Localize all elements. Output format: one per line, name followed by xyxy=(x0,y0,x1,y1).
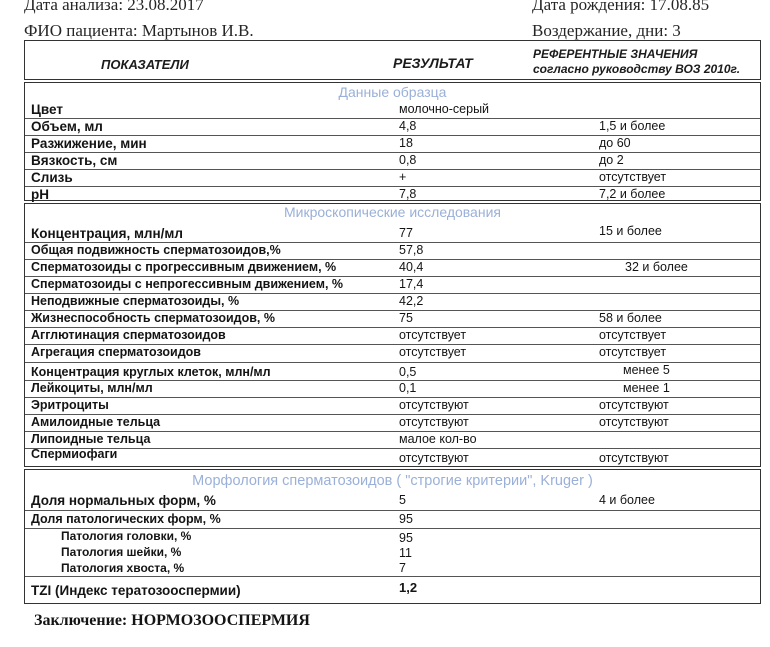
table-row xyxy=(25,345,760,363)
table-row xyxy=(25,187,760,201)
row-label: Неподвижные сперматозоиды, % xyxy=(31,294,240,308)
row-label: Лейкоциты, млн/мл xyxy=(31,381,153,395)
row-label: Спермиофаги xyxy=(31,447,118,461)
row-reference: до 60 xyxy=(599,136,631,150)
table-row xyxy=(25,102,760,119)
conclusion: Заключение: НОРМОЗООСПЕРМИЯ xyxy=(34,612,310,629)
reference-column-header: РЕФЕРЕНТНЫЕ ЗНАЧЕНИЯ xyxy=(533,47,698,61)
sample-data-section xyxy=(24,82,761,201)
row-reference: до 2 xyxy=(599,153,624,167)
table-row xyxy=(25,136,760,153)
sub-row xyxy=(25,545,760,561)
row-reference: 15 и более xyxy=(599,224,662,238)
row-result: 0,5 xyxy=(399,365,417,379)
row-result: малое кол-во xyxy=(399,432,477,446)
table-row xyxy=(25,328,760,345)
table-row xyxy=(25,119,760,136)
row-label: Агрегация сперматозоидов xyxy=(31,345,201,359)
column-header xyxy=(24,40,761,80)
row-label: TZI (Индекс тератозооспермии) xyxy=(31,583,241,598)
reference-column-subheader: согласно руководству ВОЗ 2010г. xyxy=(533,62,741,76)
row-label: Патология хвоста, % xyxy=(61,561,185,575)
row-result: отсутствует xyxy=(399,345,467,359)
row-reference: отсутствует xyxy=(599,328,667,342)
row-result: + xyxy=(399,170,407,184)
row-reference: 7,2 и более xyxy=(599,187,666,201)
row-reference: отсутствуют xyxy=(599,398,669,412)
row-result: 95 xyxy=(399,512,413,526)
abstinence-days: Воздержание, дни: 3 xyxy=(532,21,681,40)
row-reference: отсутствует xyxy=(599,170,667,184)
row-label: Амилоидные тельца xyxy=(31,415,161,429)
birth-date: Дата рождения: 17.08.85 xyxy=(532,0,710,14)
row-result: 75 xyxy=(399,311,413,325)
row-result: 7,8 xyxy=(399,187,417,201)
table-row xyxy=(25,561,760,577)
row-reference: менее 5 xyxy=(623,363,670,377)
table-row xyxy=(25,363,760,381)
row-reference: 58 и более xyxy=(599,311,662,325)
sub-row xyxy=(25,529,760,545)
table-row xyxy=(25,260,760,277)
row-reference: менее 1 xyxy=(623,381,670,395)
row-label: Жизнеспособность сперматозоидов, % xyxy=(31,311,275,325)
row-label: Объем, мл xyxy=(31,119,103,134)
row-result: отсутствуют xyxy=(399,415,469,429)
row-label: Концентрация, млн/мл xyxy=(31,226,183,241)
row-reference: отсутствуют xyxy=(599,415,669,429)
row-result: отсутствуют xyxy=(399,398,469,412)
row-label: Агглютинация сперматозоидов xyxy=(31,328,226,342)
morphology-section xyxy=(24,469,761,604)
row-result: молочно-серый xyxy=(399,102,490,116)
row-label: Разжижение, мин xyxy=(31,136,147,151)
table-row xyxy=(25,170,760,187)
result-column-header: РЕЗУЛЬТАТ xyxy=(393,55,473,71)
row-label: Эритроциты xyxy=(31,398,109,412)
row-label: Концентрация круглых клеток, млн/мл xyxy=(31,365,271,379)
row-label: Сперматозоиды с прогрессивным движением, % xyxy=(31,260,337,274)
row-result: 0,1 xyxy=(399,381,417,395)
row-label: Сперматозоиды с непрогессивным движением, % xyxy=(31,277,344,291)
indicator-column-header: ПОКАЗАТЕЛИ xyxy=(101,57,189,72)
table-row xyxy=(25,311,760,328)
row-result: 0,8 xyxy=(399,153,417,167)
analysis-date: Дата анализа: 23.08.2017 xyxy=(24,0,204,14)
table-row xyxy=(25,294,760,311)
row-result: 40,4 xyxy=(399,260,424,274)
row-result: 95 xyxy=(399,531,413,545)
row-label: Патология шейки, % xyxy=(61,545,182,559)
table-row xyxy=(25,381,760,398)
row-result: отсутствует xyxy=(399,328,467,342)
row-result: 57,8 xyxy=(399,243,424,257)
table-row xyxy=(25,153,760,170)
row-result: 7 xyxy=(399,561,406,575)
row-result: 4,8 xyxy=(399,119,417,133)
row-result: 1,2 xyxy=(399,580,418,595)
row-label: Доля нормальных форм, % xyxy=(31,493,216,508)
table-row xyxy=(25,511,760,529)
row-label: pH xyxy=(31,187,49,202)
table-row xyxy=(25,449,760,467)
table-row xyxy=(25,224,760,243)
section-title: Морфология сперматозоидов ( "строгие критерии", Kruger ) xyxy=(192,473,593,489)
row-result: 5 xyxy=(399,493,406,507)
row-label: Доля патологических форм, % xyxy=(31,512,221,526)
row-label: Цвет xyxy=(31,102,63,117)
row-result: 18 xyxy=(399,136,413,150)
table-row xyxy=(25,415,760,432)
row-label: Патология головки, % xyxy=(61,529,192,543)
section-title: Данные образца xyxy=(338,84,447,100)
table-row xyxy=(25,492,760,511)
table-row xyxy=(25,432,760,449)
row-result: 11 xyxy=(399,546,412,560)
row-label: Общая подвижность сперматозоидов,% xyxy=(31,243,281,257)
row-result: 42,2 xyxy=(399,294,424,308)
table-row xyxy=(25,277,760,294)
row-reference: 4 и более xyxy=(599,493,655,507)
row-reference: 32 и более xyxy=(625,260,688,274)
table-row xyxy=(25,243,760,260)
microscopy-section xyxy=(24,203,761,467)
row-result: 77 xyxy=(399,226,413,240)
row-result: отсутствуют xyxy=(399,451,469,465)
section-title: Микроскопические исследования xyxy=(284,204,501,220)
row-label: Вязкость, см xyxy=(31,153,118,168)
row-reference: отсутствуют xyxy=(599,451,669,465)
row-reference: отсутствует xyxy=(599,345,667,359)
row-reference: 1,5 и более xyxy=(599,119,666,133)
row-label: Слизь xyxy=(31,170,73,185)
row-label: Липоидные тельца xyxy=(31,432,151,446)
table-row xyxy=(25,398,760,415)
row-result: 17,4 xyxy=(399,277,424,291)
patient-name: ФИО пациента: Мартынов И.В. xyxy=(24,21,254,40)
table-row xyxy=(25,577,760,604)
